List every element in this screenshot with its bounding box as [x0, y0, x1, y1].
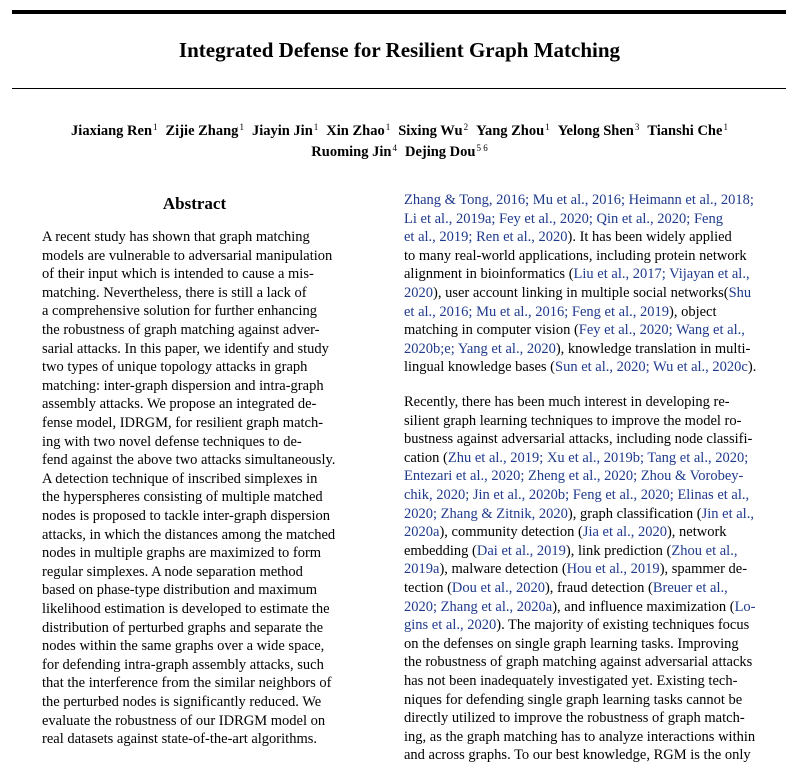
abstract-line: the hyperspheres consisting of multiple matched	[42, 489, 323, 506]
body-line	[404, 579, 774, 598]
body-line	[404, 449, 774, 468]
author-name: Yelong Shen$^3$	[557, 122, 640, 139]
citation-link[interactable]: Zhu et al., 2019; Xu et al., 2019b; Tang et al., 2020;	[447, 449, 749, 466]
abstract-line: matching: inter-graph dispersion and intra-graph	[42, 377, 324, 394]
abstract-line: nodes is proposed to tackle inter-graph dispersion	[42, 508, 331, 524]
affiliation-mark: 5 6	[476, 143, 488, 153]
citation-link[interactable]: Jin et al.,	[701, 505, 754, 522]
body-line	[404, 709, 774, 728]
body-text: ).	[747, 359, 757, 376]
body-line	[404, 728, 774, 747]
body-text: on the defenses on single graph learning tasks. Improving	[404, 635, 739, 652]
citation-link[interactable]: 2020; Zhang & Zitnik, 2020	[404, 505, 568, 522]
citation-link[interactable]: Liu et al., 2017; Vijayan et al.,	[573, 266, 750, 283]
body-text: matching in computer vision (	[404, 322, 579, 339]
top-rule	[12, 10, 786, 14]
body-text: ), spammer de-	[659, 561, 748, 578]
body-text: ), network	[666, 524, 727, 541]
body-text: ), malware detection (	[439, 561, 567, 578]
affiliation-mark: 1	[385, 122, 391, 132]
author-list-line-1	[0, 122, 799, 140]
body-line	[404, 672, 774, 691]
abstract-line: nodes in multiple graphs are maximized to form	[42, 545, 322, 562]
body-line	[404, 486, 774, 505]
body-text: ), object	[669, 303, 717, 320]
paper-title: Integrated Defense for Resilient Graph Matching	[178, 38, 621, 62]
author-list-line-2	[0, 143, 799, 161]
body-line	[404, 247, 774, 266]
abstract-line: likelihood estimation is developed to estimate the	[42, 601, 330, 617]
abstract-line: A detection technique of inscribed simplexes in	[42, 470, 318, 487]
abstract-line: fend against the above two attacks simultaneously.	[42, 452, 336, 469]
abstract-line: based on phase-type distribution and maximum	[42, 582, 318, 599]
body-text: lingual knowledge bases (	[404, 359, 556, 376]
citation-link[interactable]: 2019a	[404, 561, 440, 578]
affiliation-mark: 4	[392, 143, 397, 153]
abstract-line: models are vulnerable to adversarial manipulation	[42, 247, 333, 264]
body-line	[404, 616, 774, 635]
body-line	[404, 191, 774, 210]
body-line	[404, 746, 774, 765]
abstract-line: two types of unique topology attacks in graph	[42, 359, 308, 376]
citation-link[interactable]: gins et al., 2020	[404, 617, 497, 634]
body-text: and across graphs. To our best knowledge, RGM is the only	[404, 747, 751, 764]
abstract-line: nodes within the same graphs over a wide space,	[42, 638, 325, 655]
body-text: cation (	[404, 449, 448, 466]
body-line	[404, 598, 774, 617]
abstract-line: A recent study has shown that graph matching	[42, 229, 310, 245]
body-text: to many real-world applications, including protein network	[404, 247, 747, 264]
abstract-line: regular simplexes. A node separation method	[42, 563, 303, 580]
citation-link[interactable]: 2020; Zhang et al., 2020a	[404, 598, 553, 615]
citation-link[interactable]: chik, 2020; Jin et al., 2020b; Feng et al., 2020; Elinas et al.,	[404, 487, 750, 503]
citation-link[interactable]: Dai et al., 2019	[476, 542, 566, 559]
abstract-line: of their input which is intended to cause a mis-	[42, 266, 314, 283]
body-text: niques for defending single graph learning tasks cannot be	[404, 691, 743, 708]
abstract-line: for defending intra-graph assembly attacks, such	[42, 656, 324, 673]
citation-link[interactable]: 2020a	[404, 524, 440, 541]
body-text: silient graph learning techniques to improve the model ro-	[404, 412, 742, 429]
author-name: Dejing Dou$^{5 6}$	[404, 143, 488, 160]
body-line	[404, 340, 774, 359]
abstract-line: fense model, IDRGM, for resilient graph match-	[42, 415, 324, 431]
abstract-line: real datasets against state-of-the-art algorithms.	[42, 731, 317, 748]
affiliation-mark: 1	[239, 122, 244, 132]
body-line	[404, 653, 774, 672]
body-text: the robustness of graph matching against adversarial attacks	[404, 654, 753, 671]
author-name: Sixing Wu$^2$	[398, 122, 469, 139]
citation-link[interactable]: et al., 2016; Mu et al., 2016; Feng et al., 2019	[404, 303, 669, 320]
abstract-line: the perturbed nodes is significantly reduced. We	[42, 694, 322, 710]
abstract-line: sarial attacks. In this paper, we identify and study	[42, 340, 329, 357]
citation-link[interactable]: Dou et al., 2020	[451, 580, 545, 596]
body-text: ). The majority of existing techniques focus	[496, 617, 750, 634]
author-name: Tianshi Che$^1$	[647, 122, 728, 139]
author-name: Jiayin Jin$^1$	[251, 122, 319, 139]
body-line	[404, 210, 774, 229]
body-line	[404, 412, 774, 431]
citation-link[interactable]: Lo-	[734, 598, 756, 615]
citation-link[interactable]: Shu	[728, 285, 752, 301]
body-text: directly utilized to improve the robustness of graph match-	[404, 710, 745, 727]
body-line	[404, 303, 774, 322]
body-line	[404, 321, 774, 340]
affiliation-mark: 1	[545, 122, 550, 132]
citation-link[interactable]: Zhou et al.,	[671, 542, 738, 559]
author-name: Yang Zhou$^1$	[476, 122, 550, 139]
citation-link[interactable]: Jia et al., 2020	[582, 524, 667, 541]
citation-link[interactable]: Hou et al., 2019	[566, 561, 660, 578]
body-line	[404, 505, 774, 524]
body-line	[404, 635, 774, 654]
body-text: ing, as the graph matching has to analyze interactions within	[404, 728, 756, 745]
body-text: ), and influence maximization (	[552, 598, 735, 615]
author-name: Xin Zhao$^1$	[326, 122, 391, 139]
author-name: Jiaxiang Ren$^1$	[71, 122, 158, 139]
body-line	[404, 691, 774, 710]
abstract-line: distribution of perturbed graphs and separate the	[42, 619, 324, 636]
body-text: tection (	[404, 580, 452, 596]
title-rule	[12, 88, 786, 89]
abstract-line: ing with two novel defense techniques to de-	[42, 433, 302, 450]
affiliation-mark: 1	[313, 122, 319, 132]
citation-link[interactable]: Breuer et al.,	[652, 580, 728, 596]
abstract-line: attacks, in which the distances among the matched	[42, 526, 336, 543]
body-text: ), link prediction (	[565, 542, 672, 559]
citation-link[interactable]: Li et al., 2019a; Fey et al., 2020; Qin et al., 2020; Feng	[404, 210, 723, 227]
body-text: embedding (	[404, 542, 477, 559]
abstract-line: assembly attacks. We propose an integrated de-	[42, 396, 317, 413]
abstract-line: the robustness of graph matching against adver-	[42, 322, 320, 338]
body-text: ), fraud detection (	[544, 580, 653, 596]
body-text: ), knowledge translation in multi-	[555, 340, 751, 357]
body-line	[404, 358, 774, 377]
body-line	[404, 284, 774, 303]
body-text: ), graph classification (	[567, 505, 702, 522]
citation-link[interactable]: Sun et al., 2020; Wu et al., 2020c	[555, 359, 748, 376]
affiliation-mark: 2	[463, 122, 469, 132]
body-text: ). It has been widely applied	[567, 229, 732, 246]
author-name: Ruoming Jin$^4$	[311, 143, 397, 160]
abstract-line: that the interference from the similar neighbors of	[42, 675, 332, 692]
body-text: alignment in bioinformatics (	[404, 266, 574, 283]
body-text: bustness against adversarial attacks, including node classifi-	[404, 431, 753, 448]
body-line	[404, 560, 774, 579]
citation-link[interactable]: Entezari et al., 2020; Zheng et al., 2020; Zhou & Vorobey-	[404, 468, 744, 485]
citation-link[interactable]: 2020	[404, 285, 433, 301]
abstract-line: a comprehensive solution for further enhancing	[42, 303, 318, 320]
body-text: ), community detection (	[439, 524, 583, 541]
body-line	[404, 265, 774, 284]
author-name: Zijie Zhang$^1$	[165, 122, 244, 139]
abstract-line: evaluate the robustness of our IDRGM model on	[42, 712, 326, 729]
abstract-heading: Abstract	[162, 194, 227, 213]
body-text: Recently, there has been much interest in developing re-	[404, 394, 730, 410]
citation-link[interactable]: 2020b;e; Yang et al., 2020	[404, 340, 556, 357]
body-line	[404, 393, 774, 412]
citation-link[interactable]: Fey et al., 2020; Wang et al.,	[578, 322, 745, 339]
body-text: ), user account linking in multiple social networks(	[433, 285, 729, 301]
abstract-line: matching. Nevertheless, there is still a lack of	[42, 284, 307, 301]
body-line	[404, 228, 774, 247]
affiliation-mark: 3	[634, 122, 640, 132]
citation-link[interactable]: Zhang & Tong, 2016; Mu et al., 2016; Heimann et al., 2018;	[404, 192, 754, 208]
body-text: has not been inadequately investigated yet. Existing tech-	[404, 673, 738, 689]
citation-link[interactable]: et al., 2019; Ren et al., 2020	[404, 229, 568, 246]
affiliation-mark: 1	[153, 122, 158, 132]
body-line	[404, 523, 774, 542]
body-line	[404, 467, 774, 486]
affiliation-mark: 1	[723, 122, 728, 132]
body-line	[404, 542, 774, 561]
body-line	[404, 430, 774, 449]
